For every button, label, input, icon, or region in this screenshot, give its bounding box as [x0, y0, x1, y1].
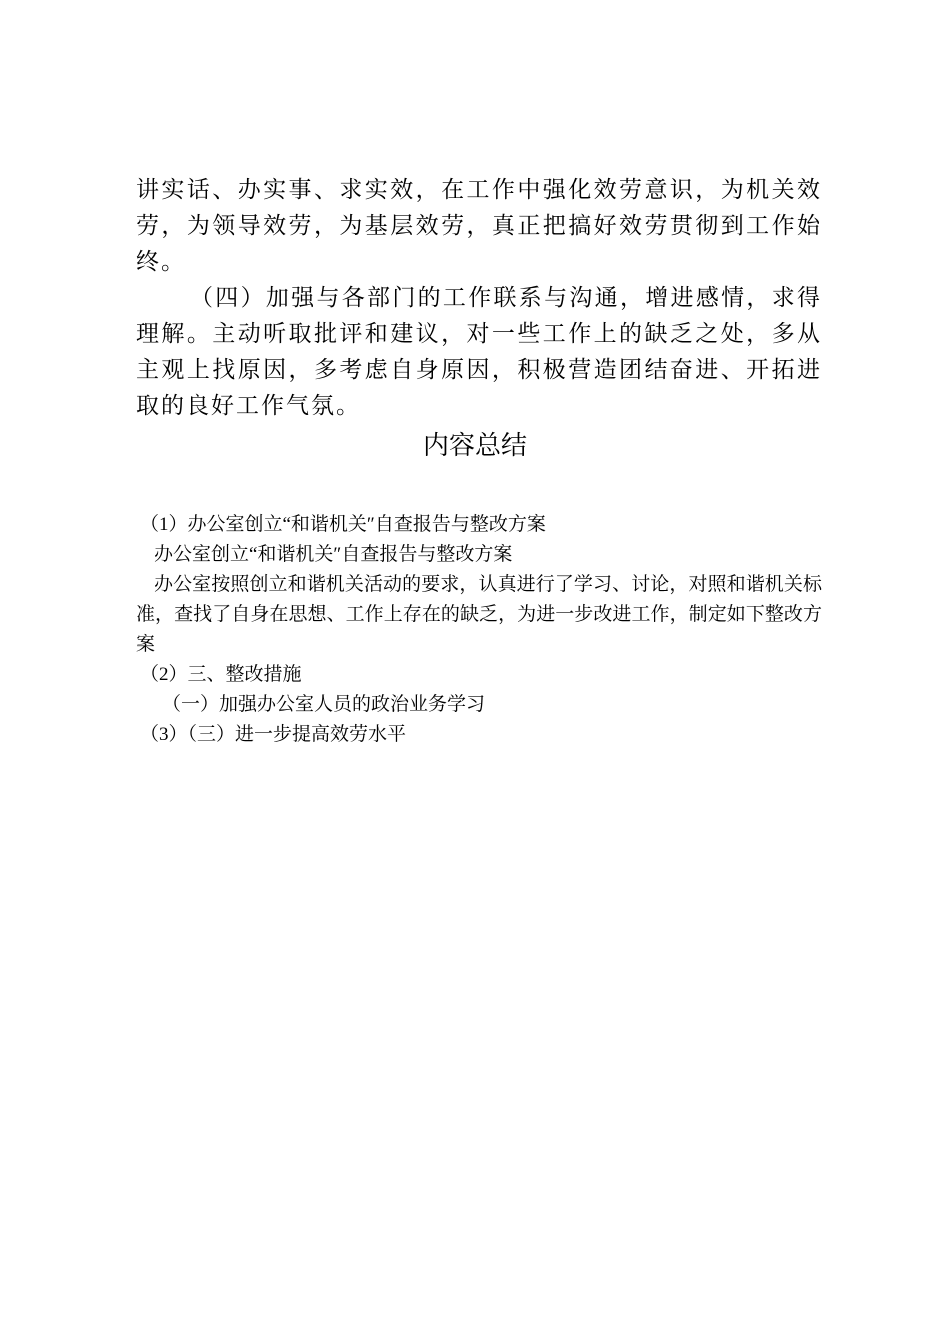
summary-item-3: （3）（三）进一步提高效劳水平 — [140, 724, 407, 745]
summary-item-2-subtitle: （一）加强办公室人员的政治业务学习 — [162, 694, 486, 715]
summary-title: 内容总结 — [422, 431, 527, 461]
summary-item-2: （2）三、整改措施 — [140, 664, 302, 685]
body-text — [136, 172, 822, 424]
summary-item-1-paragraph: 办公室按照创立和谐机关活动的要求，认真进行了学习、讨论，对照和谐机关标准，查找了自身在思想、工作上存在的缺乏，为进一步改进工作，制定如下整改方案 — [136, 574, 822, 655]
summary-section — [136, 510, 822, 750]
body-paragraph: （四）加强与各部门的工作联系与沟通，增进感情，求得理解。主动听取批评和建议，对一些工作上的缺乏之处，多从主观上找原因，多考虑自身原因，积极营造团结奋进、开拓进取的良好工作气氛。 — [136, 285, 822, 419]
summary-item-1: （1）办公室创立“和谐机关″自查报告与整改方案 — [140, 514, 546, 535]
summary-item-1-subtitle: 办公室创立“和谐机关″自查报告与整改方案 — [154, 544, 513, 565]
body-paragraph: 讲实话、办实事、求实效，在工作中强化效劳意识，为机关效劳，为领导效劳，为基层效劳，真正把搞好效劳贯彻到工作始终。 — [136, 177, 822, 275]
